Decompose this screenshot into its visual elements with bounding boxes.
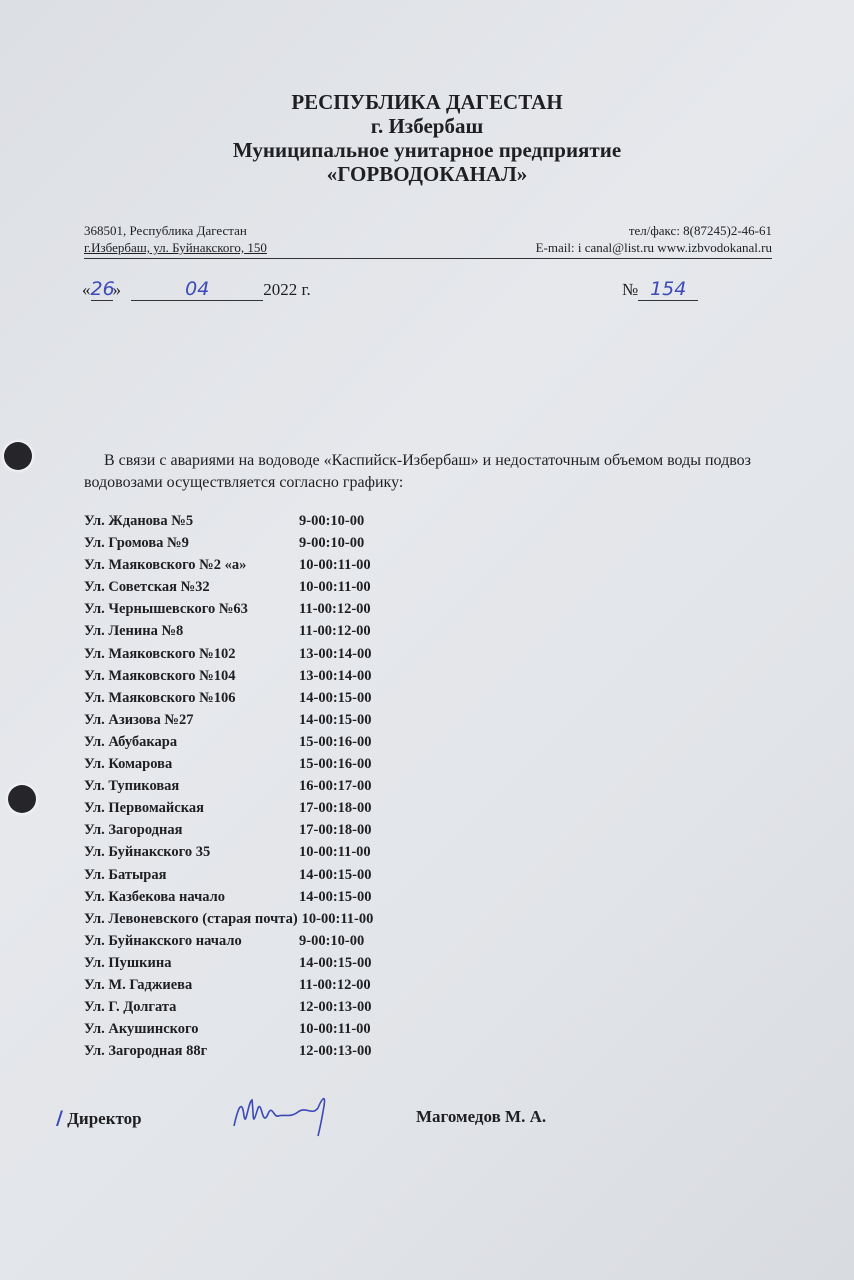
street-name: Ул. Маяковского №2 «а» bbox=[84, 557, 247, 574]
delivery-time: 11-00:12-00 bbox=[299, 601, 371, 618]
street-name: Ул. Акушинского bbox=[84, 1021, 199, 1038]
delivery-time: 10-00:11-00 bbox=[299, 557, 371, 574]
delivery-time: 9-00:10-00 bbox=[299, 932, 365, 949]
street-name: Ул. Казбекова начало bbox=[84, 888, 226, 905]
schedule-row bbox=[84, 778, 373, 800]
schedule-row bbox=[84, 822, 373, 844]
number-value: 154 bbox=[638, 278, 698, 301]
address-left bbox=[84, 222, 267, 256]
delivery-time: 12-00:13-00 bbox=[299, 999, 372, 1016]
document-date: «26» 04 2022 г. bbox=[82, 278, 311, 300]
delivery-time: 10-00:11-00 bbox=[299, 844, 371, 861]
street-name: Ул. Левоневского (старая почта) bbox=[84, 910, 298, 927]
schedule-row bbox=[84, 513, 373, 535]
schedule-row bbox=[84, 977, 373, 999]
delivery-time: 14-00:15-00 bbox=[299, 888, 372, 905]
schedule-row bbox=[84, 668, 373, 690]
delivery-time: 13-00:14-00 bbox=[299, 645, 372, 662]
street-name: Ул. Маяковского №104 bbox=[84, 667, 236, 684]
street-name: Ул. Жданова №5 bbox=[84, 513, 194, 529]
delivery-schedule bbox=[84, 513, 373, 1065]
delivery-time: 14-00:15-00 bbox=[299, 954, 372, 971]
street-name: Ул. Советская №32 bbox=[84, 579, 210, 596]
schedule-row bbox=[84, 690, 373, 712]
schedule-row bbox=[84, 1021, 373, 1043]
punch-hole-bottom bbox=[8, 785, 36, 813]
handwritten-signature bbox=[228, 1088, 338, 1140]
schedule-row bbox=[84, 1043, 373, 1065]
date-month: 04 bbox=[131, 278, 263, 301]
street-name: Ул. Комарова bbox=[84, 756, 173, 773]
street-name: Ул. Буйнакского 35 bbox=[84, 844, 211, 861]
signatory-name: Магомедов М. А. bbox=[416, 1107, 547, 1126]
body-paragraph: В связи с авариями на водоводе «Каспийск-Избербаш» и недостаточным объемом воды подвоз водовозами осуществляется согласно графику: bbox=[84, 452, 751, 491]
street-name: Ул. Батырая bbox=[84, 866, 167, 883]
schedule-row bbox=[84, 646, 373, 668]
delivery-time: 17-00:18-00 bbox=[299, 822, 372, 839]
street-name: Ул. Чернышевского №63 bbox=[84, 601, 248, 618]
street-name: Ул. Буйнакского начало bbox=[84, 932, 242, 949]
delivery-time: 14-00:15-00 bbox=[299, 711, 372, 728]
header-republic: РЕСПУБЛИКА ДАГЕСТАН bbox=[291, 90, 563, 114]
street-name: Ул. Громова №9 bbox=[84, 535, 189, 552]
delivery-time: 17-00:18-00 bbox=[299, 800, 372, 817]
schedule-row bbox=[84, 756, 373, 778]
delivery-time: 12-00:13-00 bbox=[299, 1043, 372, 1060]
street-name: Ул. Ленина №8 bbox=[84, 623, 184, 640]
delivery-time: 9-00:10-00 bbox=[299, 535, 365, 552]
delivery-time: 9-00:10-00 bbox=[299, 513, 365, 529]
address-right bbox=[536, 222, 772, 256]
delivery-time: 15-00:16-00 bbox=[299, 733, 372, 750]
delivery-time: 10-00:11-00 bbox=[299, 1021, 371, 1038]
street-name: Ул. Тупиковая bbox=[84, 778, 180, 795]
delivery-time: 13-00:14-00 bbox=[299, 667, 372, 684]
street-name: Ул. М. Гаджиева bbox=[84, 976, 193, 993]
schedule-row bbox=[84, 800, 373, 822]
postal-address: 368501, Республика Дагестан bbox=[84, 223, 247, 238]
header-enterprise-type: Муниципальное унитарное предприятие bbox=[232, 138, 622, 162]
address-divider bbox=[84, 258, 772, 259]
delivery-time: 15-00:16-00 bbox=[299, 756, 372, 773]
date-year: 2022 г. bbox=[263, 280, 311, 299]
delivery-time: 11-00:12-00 bbox=[299, 976, 371, 993]
delivery-time: 10-00:11-00 bbox=[301, 910, 374, 927]
schedule-row bbox=[84, 844, 373, 866]
schedule-row bbox=[84, 535, 373, 557]
schedule-row bbox=[84, 889, 373, 911]
street-name: Ул. Пушкина bbox=[84, 954, 172, 971]
street-name: Ул. Загородная 88г bbox=[84, 1043, 208, 1060]
street-name: Ул. Загородная bbox=[84, 822, 183, 839]
letterhead bbox=[0, 90, 854, 186]
schedule-row bbox=[84, 867, 373, 889]
schedule-row bbox=[84, 712, 373, 734]
schedule-row bbox=[84, 601, 373, 623]
schedule-row bbox=[84, 911, 373, 933]
document-number: № 154 bbox=[622, 278, 698, 301]
schedule-row bbox=[84, 933, 373, 955]
schedule-row bbox=[84, 623, 373, 645]
header-city: г. Избербаш bbox=[370, 114, 484, 138]
date-day: 26 bbox=[90, 278, 115, 300]
street-name: Ул. Г. Долгата bbox=[84, 999, 177, 1016]
signature-block bbox=[56, 1107, 142, 1129]
pen-mark: / bbox=[56, 1107, 63, 1129]
street-name: Ул. Первомайская bbox=[84, 800, 204, 817]
delivery-time: 11-00:12-00 bbox=[299, 623, 371, 640]
schedule-row bbox=[84, 955, 373, 977]
delivery-time: 14-00:15-00 bbox=[299, 866, 372, 883]
schedule-row bbox=[84, 999, 373, 1021]
punch-hole-top bbox=[4, 442, 32, 470]
street-address: г.Избербаш, ул. Буйнакского, 150 bbox=[84, 240, 267, 255]
street-name: Ул. Маяковского №102 bbox=[84, 645, 236, 662]
schedule-row bbox=[84, 734, 373, 756]
schedule-row bbox=[84, 557, 373, 579]
signatory-title: Директор bbox=[67, 1109, 142, 1128]
street-name: Ул. Азизова №27 bbox=[84, 711, 194, 728]
delivery-time: 14-00:15-00 bbox=[299, 689, 372, 706]
street-name: Ул. Абубакара bbox=[84, 733, 178, 750]
email-web: E-mail: i canal@list.ru www.izbvodokanal.ru bbox=[535, 240, 772, 255]
schedule-row bbox=[84, 579, 373, 601]
delivery-time: 16-00:17-00 bbox=[299, 778, 372, 795]
phone-fax: тел/факс: 8(87245)2-46-61 bbox=[628, 223, 772, 238]
header-enterprise-name: «ГОРВОДОКАНАЛ» bbox=[326, 162, 528, 186]
street-name: Ул. Маяковского №106 bbox=[84, 689, 236, 706]
delivery-time: 10-00:11-00 bbox=[299, 579, 371, 596]
